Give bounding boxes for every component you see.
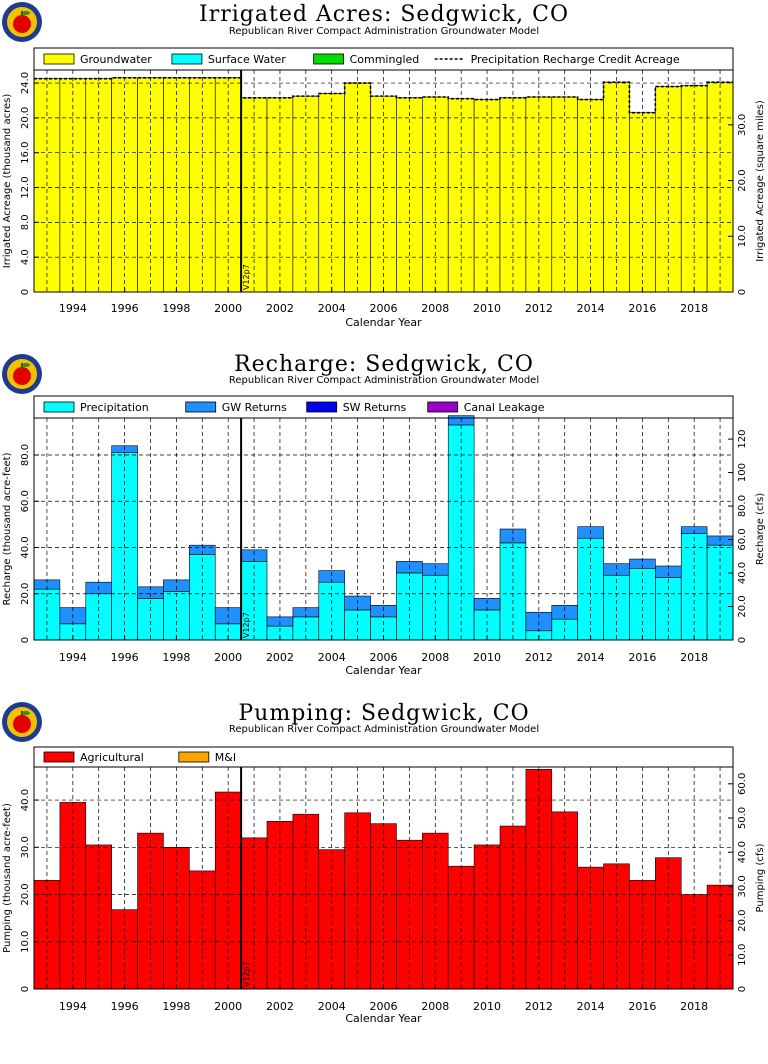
- x-tick-label: 2014: [576, 1000, 605, 1013]
- x-tick-label: 2012: [524, 1000, 553, 1013]
- x-axis-label: Calendar Year: [345, 316, 422, 329]
- y-tick-label: 40.0: [20, 536, 31, 559]
- x-tick-label: 2002: [265, 651, 294, 664]
- y2-tick-label: 50.0: [737, 806, 748, 830]
- y-axis-label-right: Irrigated Acreage (square miles): [755, 100, 766, 262]
- x-tick-label: 2018: [680, 651, 709, 664]
- x-tick-label: 2012: [524, 651, 553, 664]
- y-axis-label-right: Pumping (cfs): [755, 843, 766, 913]
- x-tick-label: 1994: [58, 651, 87, 664]
- version-marker-label: V12p7: [242, 961, 252, 987]
- x-tick-label: 2004: [317, 302, 346, 315]
- legend-swatch-precipitation: [44, 402, 74, 412]
- legend: [34, 396, 733, 418]
- x-tick-label: 2016: [628, 1000, 657, 1013]
- bar-precipitation-2011: [500, 543, 526, 640]
- y-tick-label: 12.0: [20, 176, 31, 199]
- chart-subtitle: Republican River Compact Administration Groundwater Model: [228, 724, 540, 735]
- legend-swatch-m-i: [179, 752, 209, 762]
- y2-tick-label: 60.0: [737, 528, 748, 551]
- x-tick-label: 1994: [58, 302, 87, 315]
- x-tick-label: 2008: [421, 302, 450, 315]
- x-tick-label: 2006: [369, 1000, 398, 1013]
- y-axis-label-right: Recharge (cfs): [755, 492, 766, 566]
- y-tick-label: 20.0: [20, 582, 31, 605]
- y-axis-label-left: Pumping (thousand acre-feet): [2, 803, 13, 953]
- y2-tick-label: 0: [737, 636, 748, 644]
- y-tick-label: 10.0: [20, 930, 31, 953]
- x-tick-label: 2006: [369, 651, 398, 664]
- y2-tick-label: 20.0: [737, 595, 748, 618]
- bar-agricultural-2004: [319, 850, 345, 989]
- legend-swatch-gw-returns: [186, 402, 216, 412]
- legend-label-commingled: Commingled: [349, 53, 420, 66]
- x-tick-label: 2016: [628, 302, 657, 315]
- y2-tick-label: 100: [737, 463, 748, 483]
- x-tick-label: 2006: [369, 302, 398, 315]
- irrigated-panel: [0, 0, 768, 340]
- legend-label-m-i: M&I: [214, 751, 237, 764]
- y2-tick-label: 40.0: [737, 841, 748, 864]
- y2-tick-label: 80.0: [737, 494, 748, 518]
- legend: [34, 48, 733, 70]
- legend-label-sw-returns: SW Returns: [342, 401, 407, 414]
- x-tick-label: 1996: [110, 302, 139, 315]
- legend-swatch-groundwater: [44, 54, 74, 64]
- legend-swatch-surface-water: [172, 54, 202, 64]
- chart-subtitle: Republican River Compact Administration Groundwater Model: [228, 26, 540, 37]
- x-tick-label: 1998: [162, 302, 191, 315]
- recharge-panel: [0, 348, 768, 688]
- recharge-chart: [0, 388, 768, 688]
- y2-tick-label: 20.0: [737, 169, 748, 192]
- legend-swatch-agricultural: [44, 752, 74, 762]
- irrigated-chart: [0, 40, 768, 340]
- y-tick-label: 0: [20, 985, 31, 993]
- chart-title: Pumping: Sedgwick, CO: [238, 701, 530, 726]
- y-tick-label: 60.0: [20, 490, 31, 513]
- x-tick-label: 2004: [317, 651, 346, 664]
- legend-swatch-sw-returns: [307, 402, 337, 412]
- bar-groundwater-2016: [629, 113, 655, 292]
- y-tick-label: 4.0: [20, 249, 31, 266]
- x-tick-label: 2012: [524, 302, 553, 315]
- y-tick-label: 8.0: [20, 214, 31, 231]
- y-tick-label: 20.0: [20, 883, 31, 906]
- y-tick-label: 20.0: [20, 106, 31, 130]
- y-tick-label: 0: [20, 288, 31, 296]
- y-tick-label: 30.0: [20, 836, 31, 859]
- pumping-chart: [0, 738, 768, 1064]
- x-tick-label: 1996: [110, 1000, 139, 1013]
- y2-tick-label: 0: [737, 985, 748, 993]
- x-tick-label: 1998: [162, 1000, 191, 1013]
- x-tick-label: 2010: [473, 302, 502, 315]
- chart-subtitle: Republican River Compact Administration Groundwater Model: [228, 375, 540, 386]
- y2-tick-label: 120: [737, 429, 748, 449]
- legend-label-gw-returns: GW Returns: [221, 401, 287, 414]
- x-tick-label: 2000: [214, 651, 243, 664]
- y-tick-label: 0: [20, 636, 31, 644]
- legend-label-precipitation: Precipitation: [80, 401, 149, 414]
- x-tick-label: 2000: [214, 302, 243, 315]
- x-tick-label: 1996: [110, 651, 139, 664]
- y-tick-label: 80.0: [20, 443, 31, 467]
- y2-tick-label: 10.0: [737, 943, 748, 966]
- y2-tick-label: 40.0: [737, 561, 748, 585]
- x-tick-label: 2008: [421, 651, 450, 664]
- x-tick-label: 2002: [265, 1000, 294, 1013]
- x-tick-label: 2016: [628, 651, 657, 664]
- x-tick-label: 2000: [214, 1000, 243, 1013]
- x-axis-label: Calendar Year: [345, 664, 422, 677]
- y-tick-label: 40.0: [20, 788, 31, 812]
- x-tick-label: 2010: [473, 651, 502, 664]
- x-tick-label: 2004: [317, 1000, 346, 1013]
- chart-title: Irrigated Acres: Sedgwick, CO: [199, 2, 569, 27]
- y-axis-label-left: Recharge (thousand acre-feet): [2, 452, 13, 606]
- legend-label-agricultural: Agricultural: [80, 751, 144, 764]
- chart-title: Recharge: Sedgwick, CO: [234, 352, 534, 377]
- legend-swatch-commingled: [314, 54, 344, 64]
- y-tick-label: 24.0: [20, 71, 31, 95]
- x-tick-label: 2018: [680, 1000, 709, 1013]
- y2-tick-label: 60.0: [737, 772, 748, 795]
- y-tick-label: 16.0: [20, 141, 31, 164]
- y2-tick-label: 10.0: [737, 225, 748, 248]
- y2-tick-label: 0: [737, 288, 748, 296]
- x-tick-label: 2014: [576, 651, 605, 664]
- y2-tick-label: 30.0: [737, 875, 748, 898]
- x-tick-label: 2014: [576, 302, 605, 315]
- legend-label-surface-water: Surface Water: [207, 53, 286, 66]
- legend-swatch-canal-leakage: [428, 402, 458, 412]
- pumping-panel: [0, 698, 768, 1024]
- y2-tick-label: 30.0: [737, 113, 748, 136]
- x-tick-label: 2002: [265, 302, 294, 315]
- version-marker-label: V12p7: [242, 264, 252, 290]
- x-tick-label: 2008: [421, 1000, 450, 1013]
- legend: [34, 747, 733, 767]
- x-tick-label: 2018: [680, 302, 709, 315]
- y-axis-label-left: Irrigated Acreage (thousand acres): [2, 93, 13, 269]
- x-tick-label: 2010: [473, 1000, 502, 1013]
- bar-precipitation-1997: [138, 598, 164, 640]
- x-tick-label: 1998: [162, 651, 191, 664]
- x-axis-label: Calendar Year: [345, 1012, 422, 1025]
- version-marker-label: V12p7: [242, 612, 252, 638]
- legend-label-canal-leakage: Canal Leakage: [463, 401, 545, 414]
- x-tick-label: 1994: [58, 1000, 87, 1013]
- legend-label-precipitation-recharge-credit-acreage: Precipitation Recharge Credit Acreage: [470, 53, 680, 66]
- legend-label-groundwater: Groundwater: [80, 53, 152, 66]
- y2-tick-label: 20.0: [737, 909, 748, 932]
